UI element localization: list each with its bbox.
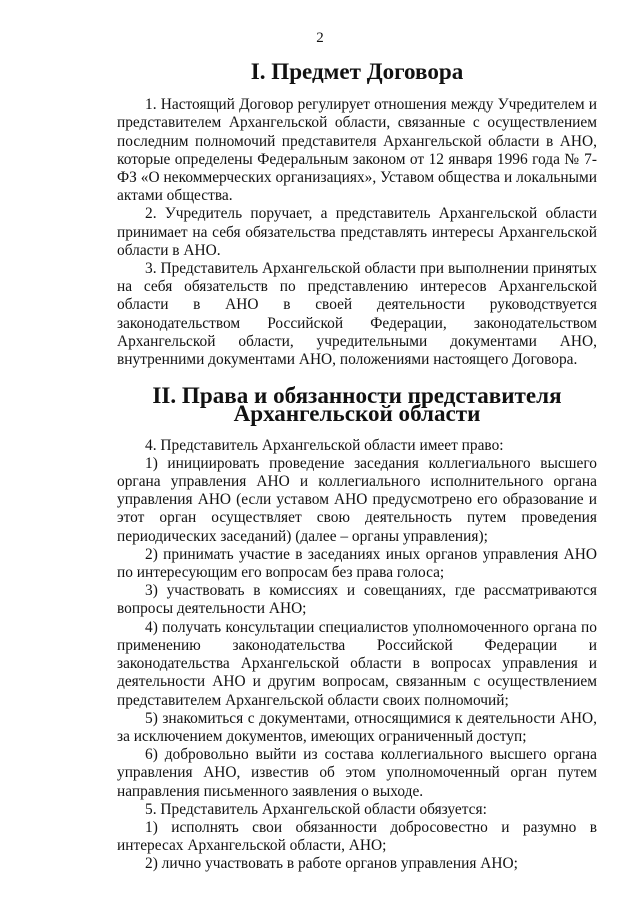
clause-5-intro: 5. Представитель Архангельской области обязуется: bbox=[145, 800, 487, 818]
paragraph-1: 1. Настоящий Договор регулирует отношения между Учредителем и представителем Архангельской области, связанные с осуществлением последним полномочий представителя Архангельской области в АНО, которые определены Федеральным законом от 12 января 1996 года № 7-ФЗ «О некоммерческих организациях», Уставом общества и локальными актами общества. bbox=[117, 96, 597, 205]
clause-5-item-1: 1) исполнять свои обязанности добросовестно и разумно в интересах Архангельской области, АНО; bbox=[117, 818, 597, 855]
clause-4-item-6: 6) добровольно выйти из состава коллегиального высшего органа управления АНО, известив об этом уполномоченный орган путем направления письменного заявления о выходе. bbox=[117, 746, 597, 800]
section-heading-rights-duties: II. Права и обязанности представителя Архангельской области bbox=[152, 382, 562, 427]
clause-5-item-2: 2) лично участвовать в работе органов управления АНО; bbox=[145, 855, 518, 873]
clause-4-item-2: 2) принимать участие в заседаниях иных органов управления АНО по интересующим его вопросам без права голоса; bbox=[117, 545, 597, 582]
clause-4-item-5: 5) знакомиться с документами, относящимися к деятельности АНО, за исключением документов, имеющих ограниченный доступ; bbox=[117, 709, 597, 745]
section-heading-subject: I. Предмет Договора bbox=[250, 58, 464, 84]
clause-4-item-4: 4) получать консультации специалистов уполномоченного органа по применению законодательства Российской Федерации и законодательства Архангельской области в вопросах управления и деятельности АНО и другим вопросам, связанным с осуществлением представителем Архангельской области своих полномочий; bbox=[117, 618, 597, 709]
clause-4-item-1: 1) инициировать проведение заседания коллегиального высшего органа управления АНО и коллегиального исполнительного органа управления АНО (если уставом АНО предусмотрено его образование и этот орган осуществляет свою деятельность путем проведения периодических заседаний) (далее – органы управления); bbox=[117, 454, 597, 545]
paragraph-3: 3. Представитель Архангельской области при выполнении принятых на себя обязательств по представлению интересов Архангельской области в АНО в своей деятельности руководствуется законодательством Российской Федерации, законодательством Архангельской области, учредительными документами АНО, внутренними документами АНО, положениями настоящего Договора. bbox=[117, 260, 597, 369]
clause-4-intro: 4. Представитель Архангельской области имеет право: bbox=[145, 436, 504, 454]
page-number: 2 bbox=[316, 30, 324, 46]
clause-4-item-3: 3) участвовать в комиссиях и совещаниях, где рассматриваются вопросы деятельности АНО; bbox=[117, 582, 597, 618]
paragraph-2: 2. Учредитель поручает, а представитель Архангельской области принимает на себя обязательства представлять интересы Архангельской области в АНО. bbox=[117, 205, 597, 259]
document-body bbox=[117, 58, 597, 874]
